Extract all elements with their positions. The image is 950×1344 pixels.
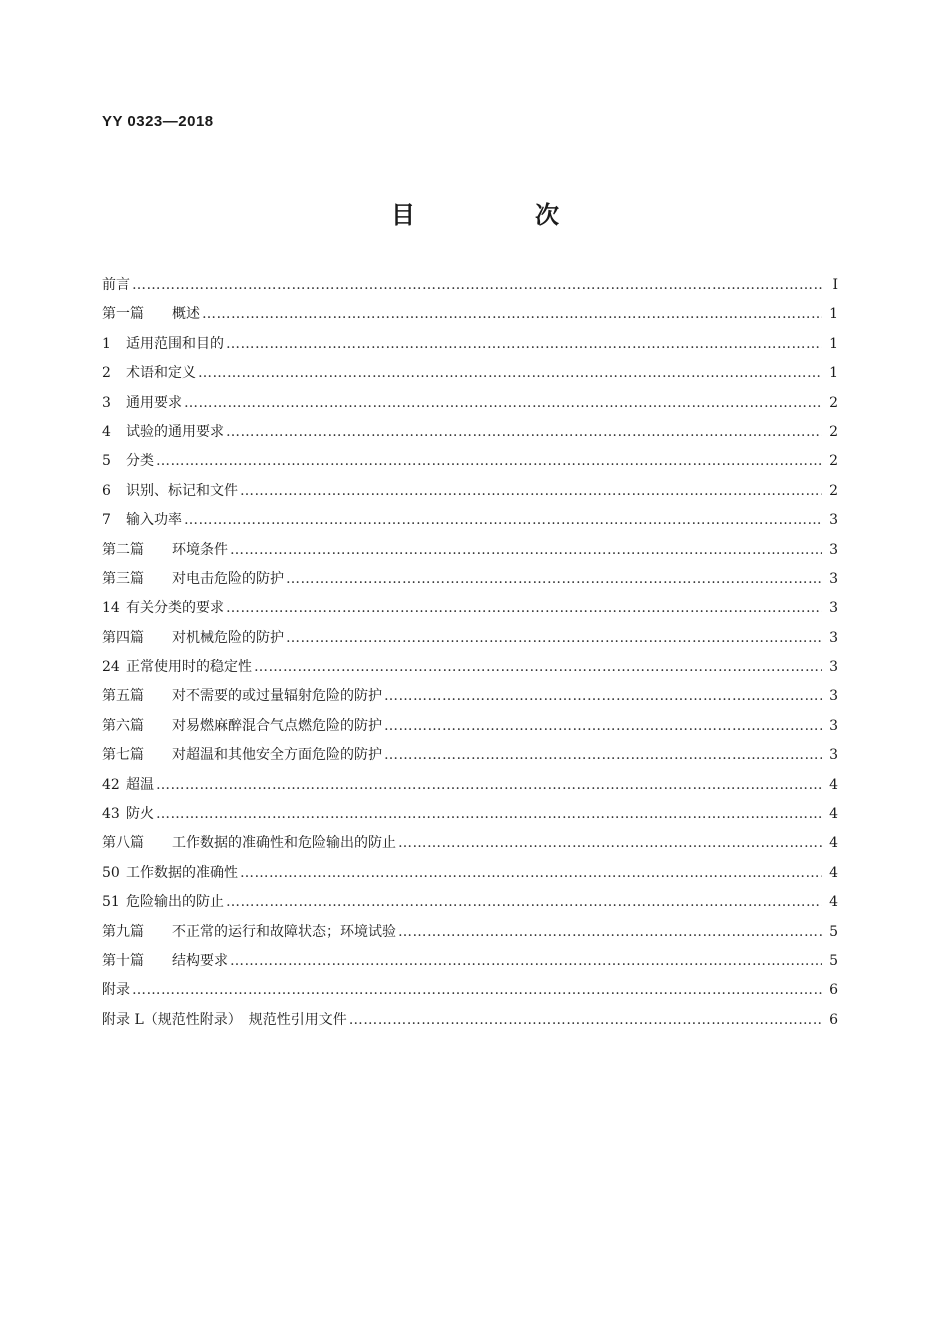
toc-entry-title: 前言 [102,277,130,293]
toc-entry[interactable] [102,804,838,833]
toc-dot-leader [286,569,822,589]
toc-entry-number: 7 [102,512,111,529]
toc-dot-leader [226,892,822,912]
toc-entry-title: 危险输出的防止 [126,894,224,911]
toc-dot-leader [132,980,822,1000]
toc-entry[interactable] [102,716,838,745]
toc-entry-page: 5 [829,923,838,940]
toc-entry-number: 第一篇 [102,306,144,323]
toc-entry-number: 第六篇 [102,717,144,734]
toc-entry-page: 3 [829,541,838,558]
toc-entry[interactable] [102,422,838,451]
toc-entry-number: 第五篇 [102,688,144,705]
toc-entry-page: 3 [829,570,838,587]
toc-entry-number: 第八篇 [102,835,144,852]
toc-dot-leader [240,863,822,883]
toc-dot-leader [398,922,822,942]
toc-dot-leader [226,598,822,618]
toc-entry-page: 1 [829,335,838,352]
toc-entry-number: 50 [102,864,120,881]
toc-dot-leader [202,304,822,324]
table-of-contents [102,275,838,1039]
toc-entry-page: 3 [829,659,838,676]
toc-entry-title: 对不需要的或过量辐射危险的防护 [172,688,382,705]
toc-entry-title: 正常使用时的稳定性 [126,659,252,676]
toc-entry-number: 51 [102,894,120,911]
toc-entry[interactable] [102,304,838,333]
toc-dot-leader [384,745,822,765]
toc-entry-title: 试验的通用要求 [126,423,224,440]
toc-entry-title: 识别、标记和文件 [126,482,238,499]
toc-entry-page: 6 [829,1011,838,1028]
toc-entry[interactable] [102,951,838,980]
toc-entry[interactable] [102,451,838,480]
toc-entry-number: 第七篇 [102,747,144,764]
toc-dot-leader [230,951,822,971]
toc-dot-leader [132,275,822,295]
page-title: 目 次 [391,201,607,229]
toc-entry-title: 超温 [126,776,154,793]
toc-entry-page: Ⅰ [832,277,838,293]
toc-entry-page: 1 [829,306,838,323]
toc-entry-title: 结构要求 [172,952,228,969]
toc-dot-leader [254,657,822,677]
toc-entry[interactable] [102,363,838,392]
toc-entry[interactable] [102,1010,838,1039]
toc-entry-title: 对电击危险的防护 [172,570,284,587]
toc-entry-page: 4 [829,806,838,823]
toc-entry-page: 5 [829,952,838,969]
toc-entry-title: 有关分类的要求 [126,600,224,617]
toc-entry[interactable] [102,334,838,363]
toc-dot-leader [398,833,822,853]
toc-entry-title: 对超温和其他安全方面危险的防护 [172,747,382,764]
toc-entry-page: 3 [829,717,838,734]
toc-entry[interactable] [102,686,838,715]
toc-entry-number: 5 [102,453,111,470]
toc-dot-leader [349,1010,822,1030]
toc-entry[interactable] [102,275,838,304]
toc-entry-title: 输入功率 [126,512,182,529]
toc-entry-number: 1 [102,335,111,352]
toc-entry-title: 概述 [172,306,200,323]
toc-entry-number: 3 [102,394,111,411]
toc-dot-leader [286,628,822,648]
toc-entry[interactable] [102,980,838,1009]
toc-dot-leader [156,775,822,795]
standard-code: YY 0323—2018 [102,113,214,130]
toc-entry-title: 附录 L（规范性附录） 规范性引用文件 [102,1011,347,1028]
toc-entry-page: 3 [829,512,838,529]
toc-entry-page: 1 [829,365,838,382]
toc-entry[interactable] [102,598,838,627]
toc-dot-leader [156,451,822,471]
toc-entry-number: 2 [102,365,111,382]
toc-entry-title: 工作数据的准确性和危险输出的防止 [172,835,396,852]
toc-entry[interactable] [102,892,838,921]
toc-entry-page: 2 [829,423,838,440]
toc-entry-number: 43 [102,806,120,823]
toc-entry-number: 24 [102,659,120,676]
toc-entry[interactable] [102,628,838,657]
toc-entry[interactable] [102,481,838,510]
toc-entry-title: 工作数据的准确性 [126,864,238,881]
toc-dot-leader [230,540,822,560]
toc-entry[interactable] [102,569,838,598]
toc-entry-number: 第九篇 [102,923,144,940]
toc-entry[interactable] [102,833,838,862]
toc-entry-page: 3 [829,600,838,617]
toc-entry-page: 3 [829,747,838,764]
toc-entry[interactable] [102,510,838,539]
toc-entry-title: 防火 [126,806,154,823]
toc-entry[interactable] [102,745,838,774]
toc-dot-leader [184,393,822,413]
toc-entry[interactable] [102,657,838,686]
toc-entry-page: 2 [829,394,838,411]
toc-entry-page: 4 [829,864,838,881]
toc-entry-number: 第三篇 [102,570,144,587]
toc-dot-leader [384,686,822,706]
toc-entry-page: 2 [829,482,838,499]
toc-dot-leader [240,481,822,501]
toc-entry-page: 3 [829,629,838,646]
toc-entry-title: 适用范围和目的 [126,335,224,352]
toc-entry-number: 第二篇 [102,541,144,558]
toc-entry-page: 2 [829,453,838,470]
toc-dot-leader [384,716,822,736]
toc-entry[interactable] [102,922,838,951]
toc-entry-title: 环境条件 [172,541,228,558]
toc-entry[interactable] [102,540,838,569]
toc-entry-number: 第十篇 [102,952,144,969]
toc-entry-title: 分类 [126,453,154,470]
toc-entry-number: 6 [102,482,111,499]
toc-entry-page: 4 [829,894,838,911]
toc-entry-title: 不正常的运行和故障状态；环境试验 [172,923,396,940]
toc-dot-leader [226,422,822,442]
toc-entry-page: 4 [829,835,838,852]
toc-entry[interactable] [102,393,838,422]
toc-entry[interactable] [102,863,838,892]
toc-entry-page: 6 [829,982,838,999]
toc-dot-leader [156,804,822,824]
toc-entry-title: 对机械危险的防护 [172,629,284,646]
toc-entry-page: 3 [829,688,838,705]
toc-entry-number: 4 [102,423,111,440]
toc-entry-number: 14 [102,600,120,617]
toc-entry[interactable] [102,775,838,804]
toc-dot-leader [226,334,822,354]
toc-entry-number: 42 [102,776,120,793]
toc-dot-leader [184,510,822,530]
toc-entry-number: 第四篇 [102,629,144,646]
toc-dot-leader [198,363,822,383]
toc-entry-title: 附录 [102,982,130,999]
toc-entry-title: 对易燃麻醉混合气点燃危险的防护 [172,717,382,734]
toc-entry-title: 术语和定义 [126,365,196,382]
toc-entry-page: 4 [829,776,838,793]
toc-entry-title: 通用要求 [126,394,182,411]
